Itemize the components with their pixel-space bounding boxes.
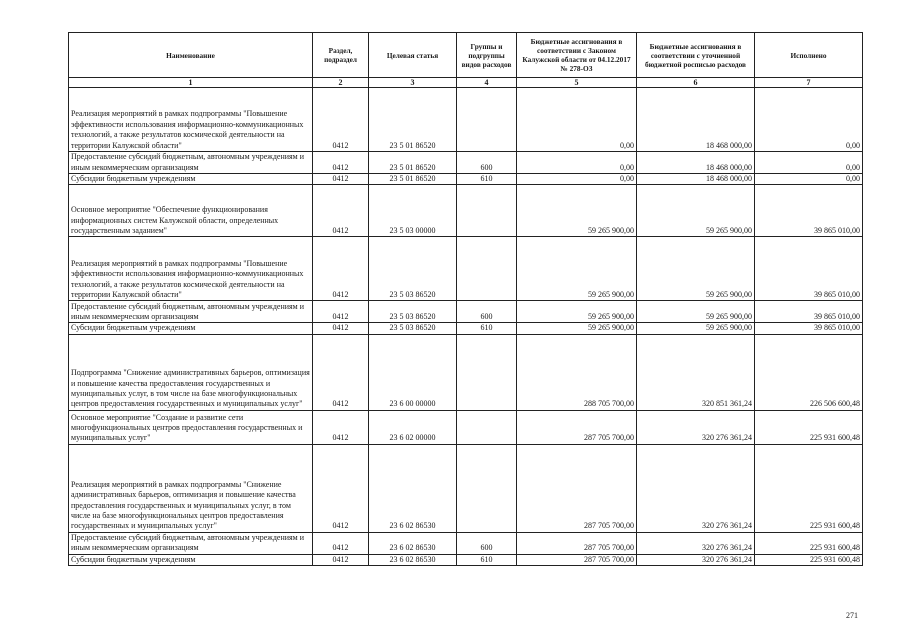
row-refined: 59 265 900,00: [637, 323, 755, 334]
row-target: 23 5 01 86520: [369, 174, 457, 185]
row-law: 59 265 900,00: [517, 237, 637, 301]
row-executed: 0,00: [755, 174, 863, 185]
table-header-row: [69, 33, 863, 78]
row-name: Предоставление субсидий бюджетным, автономным учреждениям и иным некоммерческим организациям: [69, 532, 313, 554]
row-section: 0412: [313, 532, 369, 554]
header-section: Раздел, подраздел: [313, 33, 369, 78]
row-name: Реализация мероприятий в рамках подпрограммы "Повышение эффективности использования информационно-коммуникационных технологий, а также результатов космической деятельности на территории Калужской области": [69, 237, 313, 301]
row-group: 610: [457, 554, 517, 565]
table-row: [69, 237, 863, 301]
row-section: 0412: [313, 444, 369, 532]
budget-table: [68, 32, 863, 566]
row-section: 0412: [313, 323, 369, 334]
row-name: Предоставление субсидий бюджетным, автономным учреждениям и иным некоммерческим организациям: [69, 152, 313, 174]
row-section: 0412: [313, 88, 369, 152]
row-target: 23 5 03 00000: [369, 185, 457, 237]
table-row: [69, 334, 863, 410]
column-number-row: [69, 78, 863, 88]
row-section: 0412: [313, 174, 369, 185]
row-name: Основное мероприятие "Обеспечение функционирования информационных систем Калужской области, определенных государственным заданием": [69, 185, 313, 237]
row-refined: 320 276 361,24: [637, 444, 755, 532]
row-group: [457, 88, 517, 152]
row-name: Реализация мероприятий в рамках подпрограммы "Повышение эффективности использования информационно-коммуникационных технологий, а также результатов космической деятельности на территории Калужской области": [69, 88, 313, 152]
row-section: 0412: [313, 301, 369, 323]
header-executed: Исполнено: [755, 33, 863, 78]
row-name: Предоставление субсидий бюджетным, автономным учреждениям и иным некоммерческим организациям: [69, 301, 313, 323]
row-section: 0412: [313, 554, 369, 565]
row-law: 59 265 900,00: [517, 185, 637, 237]
column-number: 4: [457, 78, 517, 88]
row-executed: 0,00: [755, 152, 863, 174]
row-executed: 39 865 010,00: [755, 185, 863, 237]
row-name: Субсидии бюджетным учреждениям: [69, 554, 313, 565]
row-law: 59 265 900,00: [517, 323, 637, 334]
column-number: 1: [69, 78, 313, 88]
table-row: [69, 410, 863, 444]
row-law: 287 705 700,00: [517, 444, 637, 532]
row-law: 288 705 700,00: [517, 334, 637, 410]
table-row: [69, 323, 863, 334]
row-executed: 39 865 010,00: [755, 323, 863, 334]
row-refined: 18 468 000,00: [637, 174, 755, 185]
row-refined: 59 265 900,00: [637, 185, 755, 237]
row-refined: 18 468 000,00: [637, 88, 755, 152]
page-number: 271: [846, 611, 858, 620]
row-target: 23 6 02 86530: [369, 554, 457, 565]
column-number: 5: [517, 78, 637, 88]
row-executed: 39 865 010,00: [755, 301, 863, 323]
table-row: [69, 301, 863, 323]
table-row: [69, 532, 863, 554]
row-refined: 59 265 900,00: [637, 301, 755, 323]
row-law: 0,00: [517, 152, 637, 174]
row-name: Основное мероприятие "Создание и развитие сети многофункциональных центров предоставления государственных и муниципальных услуг": [69, 410, 313, 444]
header-groups: Группы и подгруппы видов расходов: [457, 33, 517, 78]
row-executed: 225 931 600,48: [755, 554, 863, 565]
row-group: 600: [457, 301, 517, 323]
row-name: Субсидии бюджетным учреждениям: [69, 323, 313, 334]
row-target: 23 5 03 86520: [369, 323, 457, 334]
table-row: [69, 152, 863, 174]
row-group: [457, 185, 517, 237]
row-law: 59 265 900,00: [517, 301, 637, 323]
row-executed: 225 931 600,48: [755, 410, 863, 444]
row-group: [457, 444, 517, 532]
row-group: 600: [457, 152, 517, 174]
row-group: 610: [457, 323, 517, 334]
table-row: [69, 185, 863, 237]
row-target: 23 6 02 00000: [369, 410, 457, 444]
header-target: Целевая статья: [369, 33, 457, 78]
header-law: Бюджетные ассигнования в соответствии с Законом Калужской области от 04.12.2017 № 278-ОЗ: [517, 33, 637, 78]
header-refined: Бюджетные ассигнования в соответствии с уточненной бюджетной росписью расходов: [637, 33, 755, 78]
column-number: 6: [637, 78, 755, 88]
row-refined: 320 276 361,24: [637, 554, 755, 565]
row-refined: 320 851 361,24: [637, 334, 755, 410]
row-section: 0412: [313, 410, 369, 444]
row-name: Подпрограмма "Снижение административных барьеров, оптимизация и повышение качества предоставления государственных и муниципальных услуг, в том числе на базе многофункциональных центров предоставления государственных и муниципальных услуг": [69, 334, 313, 410]
table-row: [69, 88, 863, 152]
column-number: 2: [313, 78, 369, 88]
row-group: [457, 410, 517, 444]
row-name: Субсидии бюджетным учреждениям: [69, 174, 313, 185]
row-executed: 225 931 600,48: [755, 444, 863, 532]
header-name: Наименование: [69, 33, 313, 78]
row-target: 23 5 03 86520: [369, 237, 457, 301]
table-row: [69, 444, 863, 532]
table-row: [69, 174, 863, 185]
row-refined: 320 276 361,24: [637, 410, 755, 444]
row-group: 600: [457, 532, 517, 554]
row-section: 0412: [313, 185, 369, 237]
row-section: 0412: [313, 334, 369, 410]
row-target: 23 6 02 86530: [369, 444, 457, 532]
row-group: [457, 237, 517, 301]
row-name: Реализация мероприятий в рамках подпрограммы "Снижение административных барьеров, оптимизация и повышение качества предоставления государственных и муниципальных услуг, в том числе на базе многофункциональных центров предоставления государственных и муниципальных услуг": [69, 444, 313, 532]
row-group: [457, 334, 517, 410]
row-section: 0412: [313, 152, 369, 174]
row-refined: 59 265 900,00: [637, 237, 755, 301]
row-executed: 226 506 600,48: [755, 334, 863, 410]
row-refined: 18 468 000,00: [637, 152, 755, 174]
row-target: 23 5 01 86520: [369, 88, 457, 152]
row-executed: 39 865 010,00: [755, 237, 863, 301]
row-target: 23 6 02 86530: [369, 532, 457, 554]
row-law: 287 705 700,00: [517, 532, 637, 554]
row-target: 23 5 03 86520: [369, 301, 457, 323]
column-number: 7: [755, 78, 863, 88]
row-target: 23 6 00 00000: [369, 334, 457, 410]
row-law: 287 705 700,00: [517, 410, 637, 444]
row-refined: 320 276 361,24: [637, 532, 755, 554]
row-executed: 225 931 600,48: [755, 532, 863, 554]
row-law: 287 705 700,00: [517, 554, 637, 565]
row-executed: 0,00: [755, 88, 863, 152]
row-target: 23 5 01 86520: [369, 152, 457, 174]
column-number: 3: [369, 78, 457, 88]
row-section: 0412: [313, 237, 369, 301]
table-row: [69, 554, 863, 565]
row-law: 0,00: [517, 174, 637, 185]
row-law: 0,00: [517, 88, 637, 152]
row-group: 610: [457, 174, 517, 185]
